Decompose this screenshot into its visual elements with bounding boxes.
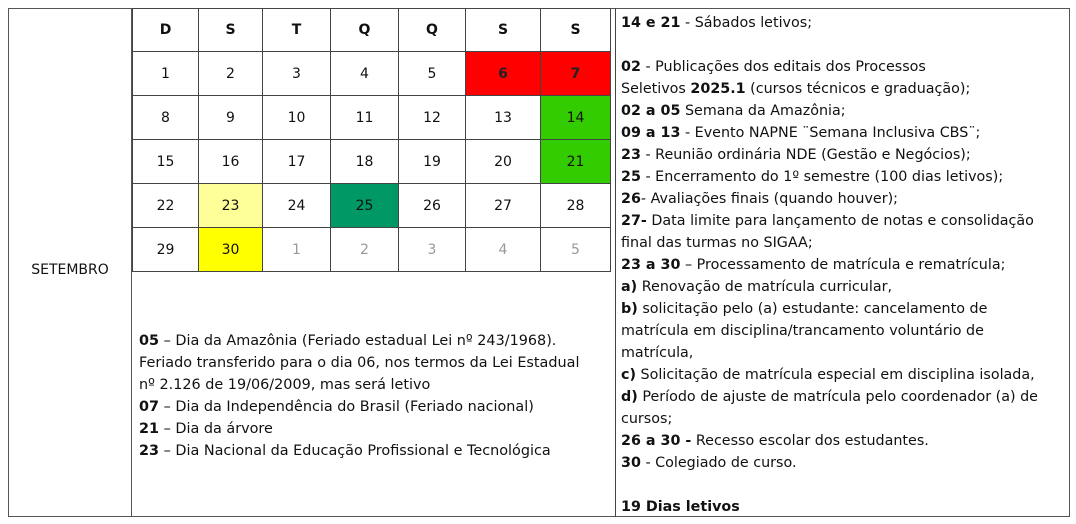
note-line: 23 – Dia Nacional da Educação Profissional e Tecnológica xyxy=(139,443,551,459)
event-line: 02 a 05 Semana da Amazônia; xyxy=(621,103,846,119)
weekday-friday: S xyxy=(466,9,541,52)
day-cell-next-month: 5 xyxy=(541,228,611,272)
event-line: Seletivos 2025.1 (cursos técnicos e graduação); xyxy=(621,81,971,97)
day-cell: 29 xyxy=(133,228,199,272)
calendar-section xyxy=(132,8,616,517)
day-cell: 4 xyxy=(331,52,399,96)
day-cell: 8 xyxy=(133,96,199,140)
week-row xyxy=(133,228,611,272)
event-line: final das turmas no SIGAA; xyxy=(621,235,813,251)
events-column xyxy=(617,8,1069,517)
week-row xyxy=(133,184,611,228)
day-cell-next-month: 2 xyxy=(331,228,399,272)
event-line: 14 e 21 - Sábados letivos; xyxy=(621,15,813,31)
note-line: Feriado transferido para o dia 06, nos termos da Lei Estadual xyxy=(139,355,580,371)
day-cell-holiday: 7 xyxy=(541,52,611,96)
day-cell: 20 xyxy=(466,140,541,184)
event-line: 30 - Colegiado de curso. xyxy=(621,455,797,471)
day-cell-next-month: 4 xyxy=(466,228,541,272)
event-line: d) Período de ajuste de matrícula pelo coordenador (a) de xyxy=(621,389,1038,405)
note-line: nº 2.126 de 19/06/2009, mas será letivo xyxy=(139,377,431,393)
day-cell-next-month: 1 xyxy=(263,228,331,272)
event-line: a) Renovação de matrícula curricular, xyxy=(621,279,892,295)
day-cell: 10 xyxy=(263,96,331,140)
event-line: 26- Avaliações finais (quando houver); xyxy=(621,191,898,207)
event-line: 26 a 30 - Recesso escolar dos estudantes. xyxy=(621,433,929,449)
event-line: c) Solicitação de matrícula especial em disciplina isolada, xyxy=(621,367,1035,383)
event-line: 02 - Publicações dos editais dos Processos xyxy=(621,59,926,75)
weekday-wednesday: Q xyxy=(331,9,399,52)
week-row xyxy=(133,96,611,140)
blank-line xyxy=(621,34,1065,56)
day-cell-saturday-letivo: 14 xyxy=(541,96,611,140)
day-cell: 26 xyxy=(399,184,466,228)
week-row xyxy=(133,52,611,96)
weekday-sunday: D xyxy=(133,9,199,52)
month-label: SETEMBRO xyxy=(31,262,109,278)
day-cell: 11 xyxy=(331,96,399,140)
note-line: 21 – Dia da árvore xyxy=(139,421,273,437)
month-column xyxy=(8,8,132,517)
weekday-monday: S xyxy=(199,9,263,52)
day-cell-next-month: 3 xyxy=(399,228,466,272)
blank-line xyxy=(621,474,1065,496)
day-cell: 12 xyxy=(399,96,466,140)
event-line: 27- Data limite para lançamento de notas e consolidação xyxy=(621,213,1034,229)
day-cell: 18 xyxy=(331,140,399,184)
day-cell-highlight: 30 xyxy=(199,228,263,272)
event-line: cursos; xyxy=(621,411,673,427)
events-list xyxy=(621,12,1065,518)
day-cell: 22 xyxy=(133,184,199,228)
day-cell: 2 xyxy=(199,52,263,96)
day-cell: 13 xyxy=(466,96,541,140)
event-line: matrícula, xyxy=(621,345,694,361)
day-cell: 17 xyxy=(263,140,331,184)
event-line: 09 a 13 - Evento NAPNE ¨Semana Inclusiva CBS¨; xyxy=(621,125,981,141)
day-cell-saturday-letivo: 21 xyxy=(541,140,611,184)
event-line: 23 a 30 – Processamento de matrícula e rematrícula; xyxy=(621,257,1006,273)
weekday-header-row xyxy=(133,9,611,52)
day-cell: 27 xyxy=(466,184,541,228)
event-line: 19 Dias letivos xyxy=(621,499,740,515)
event-line: 25 - Encerramento do 1º semestre (100 dias letivos); xyxy=(621,169,1004,185)
event-line: b) solicitação pelo (a) estudante: cancelamento de xyxy=(621,301,988,317)
note-line: 07 – Dia da Independência do Brasil (Feriado nacional) xyxy=(139,399,534,415)
weekday-tuesday: T xyxy=(263,9,331,52)
day-cell: 16 xyxy=(199,140,263,184)
day-cell: 5 xyxy=(399,52,466,96)
week-row xyxy=(133,140,611,184)
event-line: matrícula em disciplina/trancamento voluntário de xyxy=(621,323,984,339)
weekday-saturday: S xyxy=(541,9,611,52)
day-cell: 9 xyxy=(199,96,263,140)
day-cell: 28 xyxy=(541,184,611,228)
day-cell: 15 xyxy=(133,140,199,184)
day-cell: 19 xyxy=(399,140,466,184)
weekday-thursday: Q xyxy=(399,9,466,52)
day-cell-semester-end: 25 xyxy=(331,184,399,228)
day-cell: 24 xyxy=(263,184,331,228)
event-line: 23 - Reunião ordinária NDE (Gestão e Negócios); xyxy=(621,147,971,163)
day-cell: 3 xyxy=(263,52,331,96)
commemorative-dates-notes xyxy=(139,330,609,462)
calendar-grid xyxy=(132,8,611,272)
day-cell-commemorative: 23 xyxy=(199,184,263,228)
note-line: 05 – Dia da Amazônia (Feriado estadual Lei nº 243/1968). xyxy=(139,333,557,349)
day-cell-holiday: 6 xyxy=(466,52,541,96)
day-cell: 1 xyxy=(133,52,199,96)
